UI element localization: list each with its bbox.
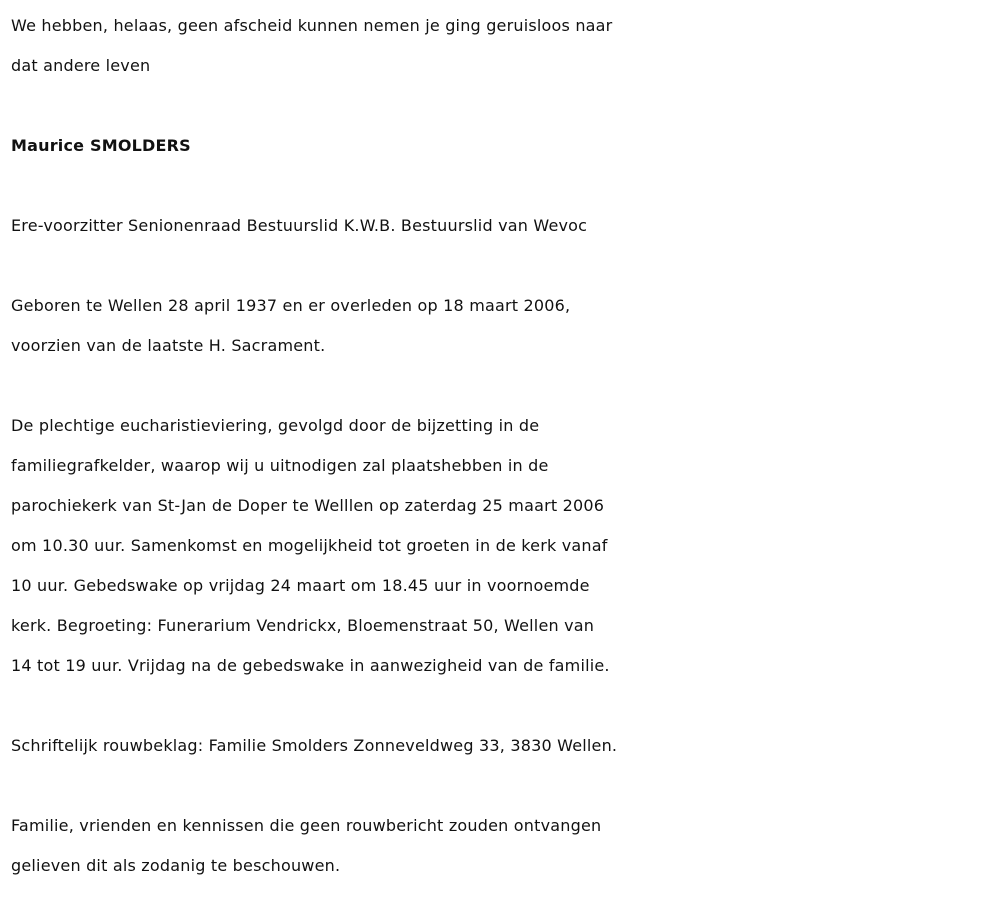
functions-line: Ere-voorzitter Senionenraad Bestuurslid K.W.B. Bestuurslid van Wevoc bbox=[11, 216, 588, 235]
condolences-line: Schriftelijk rouwbeklag: Familie Smolders Zonneveldweg 33, 3830 Wellen. bbox=[11, 736, 618, 755]
ceremony-line: om 10.30 uur. Samenkomst en mogelijkheid tot groeten in de kerk vanaf bbox=[11, 536, 608, 555]
deceased-name: Maurice SMOLDERS bbox=[11, 136, 191, 155]
ceremony-line: familiegrafkelder, waarop wij u uitnodigen zal plaatshebben in de bbox=[11, 456, 549, 475]
closing-paragraph bbox=[11, 806, 1000, 886]
ceremony-line: 10 uur. Gebedswake op vrijdag 24 maart om 18.45 uur in voornoemde bbox=[11, 576, 590, 595]
ceremony-line: kerk. Begroeting: Funerarium Vendrickx, Bloemenstraat 50, Wellen van bbox=[11, 616, 595, 635]
intro-line: We hebben, helaas, geen afscheid kunnen nemen je ging geruisloos naar bbox=[11, 16, 613, 35]
functions-paragraph bbox=[11, 206, 1000, 246]
ceremony-line: 14 tot 19 uur. Vrijdag na de gebedswake in aanwezigheid van de familie. bbox=[11, 656, 610, 675]
closing-line: gelieven dit als zodanig te beschouwen. bbox=[11, 856, 341, 875]
ceremony-line: parochiekerk van St-Jan de Doper te Welllen op zaterdag 25 maart 2006 bbox=[11, 496, 605, 515]
intro-paragraph bbox=[11, 6, 1000, 86]
birth-death-line: Geboren te Wellen 28 april 1937 en er overleden op 18 maart 2006, bbox=[11, 296, 571, 315]
birth-death-paragraph bbox=[11, 286, 1000, 366]
ceremony-paragraph bbox=[11, 406, 1000, 686]
deceased-name-paragraph bbox=[11, 126, 1000, 166]
closing-line: Familie, vrienden en kennissen die geen rouwbericht zouden ontvangen bbox=[11, 816, 602, 835]
birth-death-line: voorzien van de laatste H. Sacrament. bbox=[11, 336, 326, 355]
intro-line: dat andere leven bbox=[11, 56, 151, 75]
ceremony-line: De plechtige eucharistieviering, gevolgd door de bijzetting in de bbox=[11, 416, 540, 435]
condolences-paragraph bbox=[11, 726, 1000, 766]
